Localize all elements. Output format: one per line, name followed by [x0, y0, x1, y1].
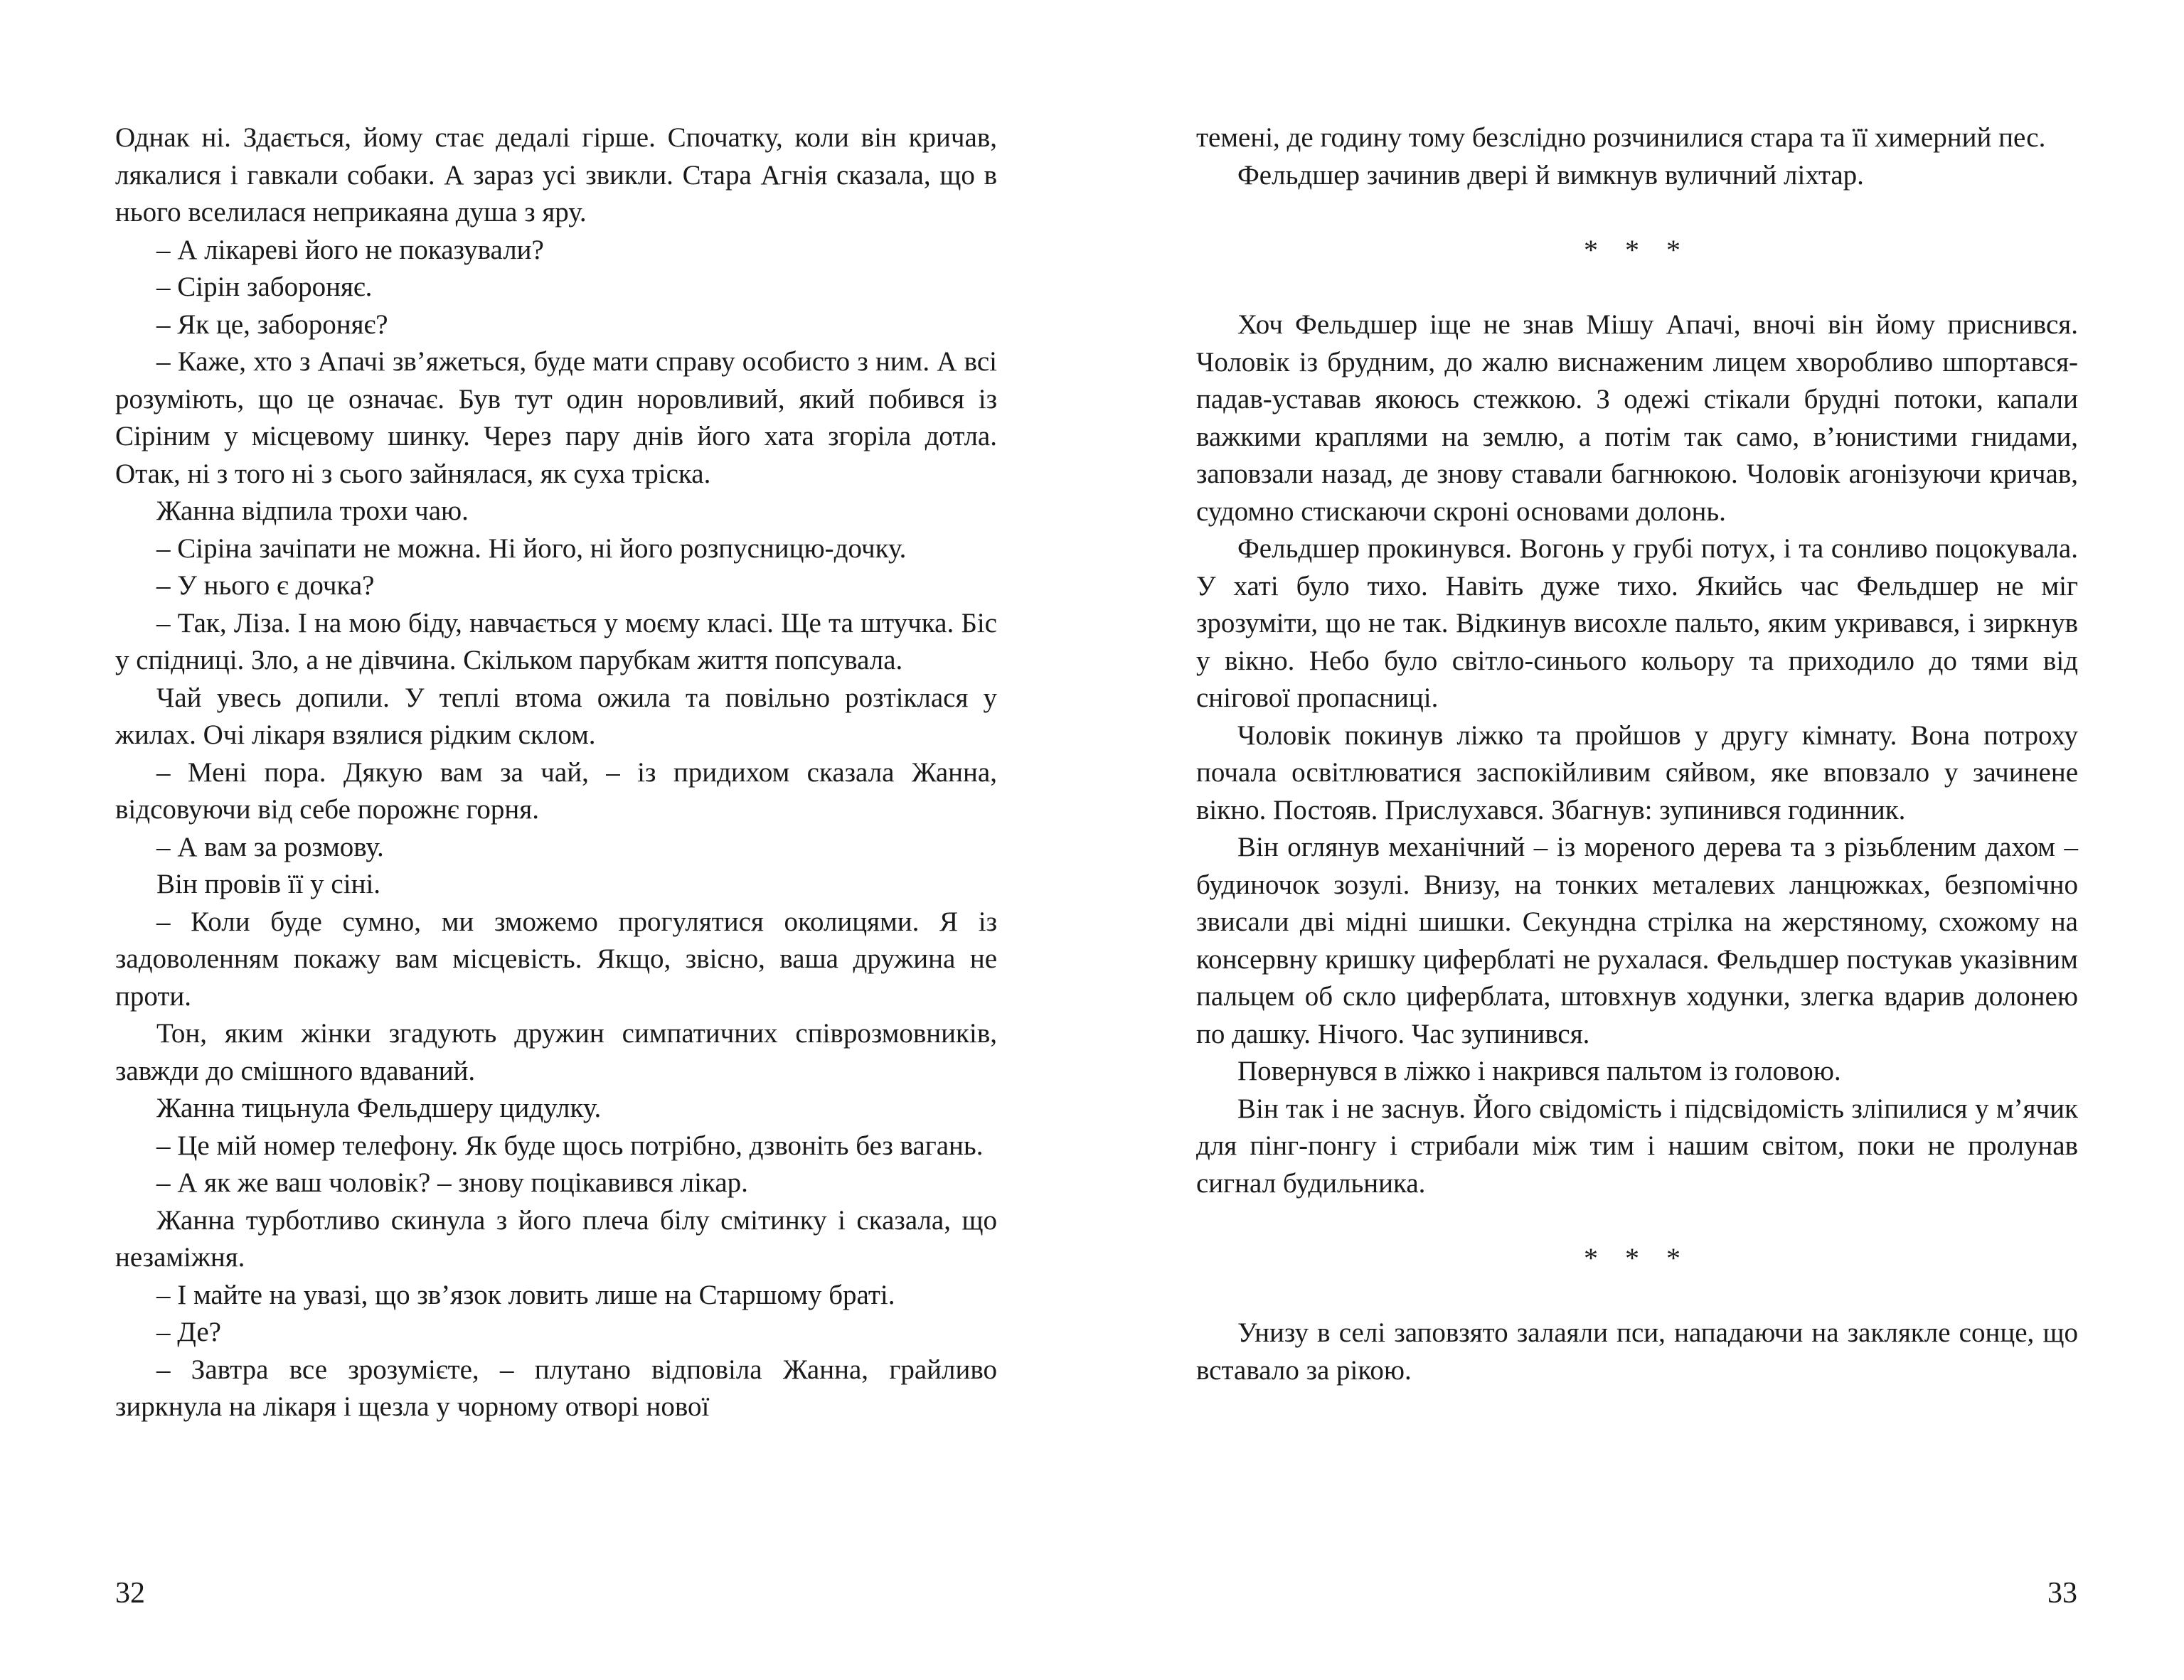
paragraph: Тон, яким жінки згадують дружин симпатичних співрозмовників, завжди до смішного вдаваний. [115, 1018, 997, 1086]
paragraph: – Як це, забороняє? [156, 309, 388, 340]
paragraph: Жанна відпила трохи чаю. [156, 496, 469, 526]
paragraph: темені, де годину тому безслідно розчинилися стара та її химерний пес. [1196, 122, 2046, 153]
paragraph: – І майте на увазі, що зв’язок ловить лише на Старшому браті. [156, 1279, 895, 1310]
paragraph: – У нього є дочка? [156, 570, 375, 601]
paragraph: Жанна турботливо скинула з його плеча білу смітинку і сказала, що незаміжня. [115, 1204, 997, 1273]
paragraph: Чай увесь допили. У теплі втома ожила та повільно розтіклася у жилах. Очі лікаря взялися рідким склом. [115, 682, 997, 750]
paragraph: Повернувся в ліжко і накрився пальтом із головою. [1237, 1056, 1841, 1086]
paragraph: Він оглянув механічний – із мореного дерева та з різьбленим дахом – будиночок зозулі. Внизу, на тонких металевих ланцюжках, безпомічно звисали дві мідні шишки. Секундна стрілка на жерстяному, схожому на консервну кришку циферблаті не рухалася. Фельдшер постукав указівним пальцем об скло циферблата, штовхнув ходунки, злегка вдарив долонею по дашку. Нічого. Час зупинився. [1196, 832, 2078, 1049]
paragraph: Фельдшер зачинив двері й вимкнув вуличний ліхтар. [1237, 159, 1864, 191]
paragraph: – Коли буде сумно, ми зможемо прогулятися околицями. Я із задоволенням покажу вам місцевість. Якщо, звісно, ваша дружина не проти. [115, 906, 997, 1012]
page-number: 32 [115, 1577, 145, 1610]
paragraph: – Сірін забороняє. [156, 272, 373, 302]
paragraph: Фельдшер прокинувся. Вогонь у грубі потух, і та сонливо поцокувала. У хаті було тихо. Навіть дуже тихо. Якийсь час Фельдшер не міг зрозуміти, що не так. Відкинув висохле пальто, яким укривався, і зиркнув у вікно. Небо було світло-синього кольору та приходило до тями від снігової пропасниці. [1196, 533, 2078, 713]
paragraph: – А як же ваш чоловік? – знову поцікавився лікар. [156, 1167, 748, 1198]
paragraph: Жанна тицьнула Фельдшеру цидулку. [156, 1093, 602, 1123]
paragraph: – Мені пора. Дякую вам за чай, – із придихом сказала Жанна, відсовуючи від себе порожнє горня. [115, 756, 997, 825]
paragraph: Він провів її у сіні. [156, 869, 381, 899]
paragraph: Чоловік покинув ліжко та пройшов у другу кімнату. Вона потроху почала освітлюватися заспокійливим сяйвом, яке вповзало у зачинене вікно. Постояв. Прислухався. Збагнув: зупинився годинник. [1196, 719, 2078, 825]
right-page-text [1196, 119, 2078, 1389]
paragraph: – Так, Ліза. І на мою біду, навчається у моєму класі. Ще та штучка. Біс у спідниці. Зло, а не дівчина. Скільком парубкам життя попсувала. [115, 607, 997, 675]
left-page-text [115, 119, 997, 1426]
paragraph: – Сіріна зачіпати не можна. Ні його, ні його розпусницю-дочку. [156, 533, 907, 564]
paragraph: – Завтра все зрозумієте, – плутано відповіла Жанна, грайливо зиркнула на лікаря і щезла у чорному отворі нової [115, 1354, 997, 1422]
paragraph: – Це мій номер телефону. Як буде щось потрібно, дзвоніть без вагань. [156, 1130, 984, 1161]
paragraph: – Де? [156, 1317, 221, 1347]
section-divider: * * * [1584, 234, 1690, 266]
section-divider: * * * [1584, 1242, 1690, 1274]
paragraph: Унизу в селі заповзято залаяли пси, нападаючи на заклякле сонце, що вставало за рікою. [1196, 1317, 2078, 1386]
paragraph: – Каже, хто з Апачі зв’яжеться, буде мати справу особисто з ним. А всі розуміють, що це означає. Був тут один норовливий, який побився із Сіріним у місцевому шинку. Через пару днів його хата згоріла дотла. Отак, ні з того ні з сього зайнялася, як суха тріска. [115, 346, 997, 489]
right-page [1092, 0, 2184, 1680]
paragraph: – А вам за розмову. [156, 831, 384, 862]
paragraph: – А лікареві його не показували? [156, 234, 544, 265]
paragraph: Однак ні. Здається, йому стає дедалі гірше. Спочатку, коли він кричав, лякалися і гавкали собаки. А зараз усі звикли. Стара Агнія сказала, що в нього вселилася неприкаяна душа з яру. [115, 122, 997, 228]
paragraph: Він так і не заснув. Його свідомість і підсвідомість зліпилися у м’ячик для пінг-понгу і стрибали між тим і нашим світом, поки не пролунав сигнал будильника. [1196, 1093, 2078, 1199]
page-number: 33 [2047, 1577, 2077, 1610]
paragraph: Хоч Фельдшер іще не знав Мішу Апачі, вночі він йому приснився. Чоловік із брудним, до жалю виснаженим лицем хворобливо шпортався-падав-уставав якоюсь стежкою. З одежі стікали брудні потоки, капали важкими краплями на землю, а потім так само, в’юнистими гнидами, заповзали назад, де знову ставали багнюкою. Чоловік агонізуючи кричав, судомно стискаючи скроні основами долонь. [1196, 309, 2078, 527]
